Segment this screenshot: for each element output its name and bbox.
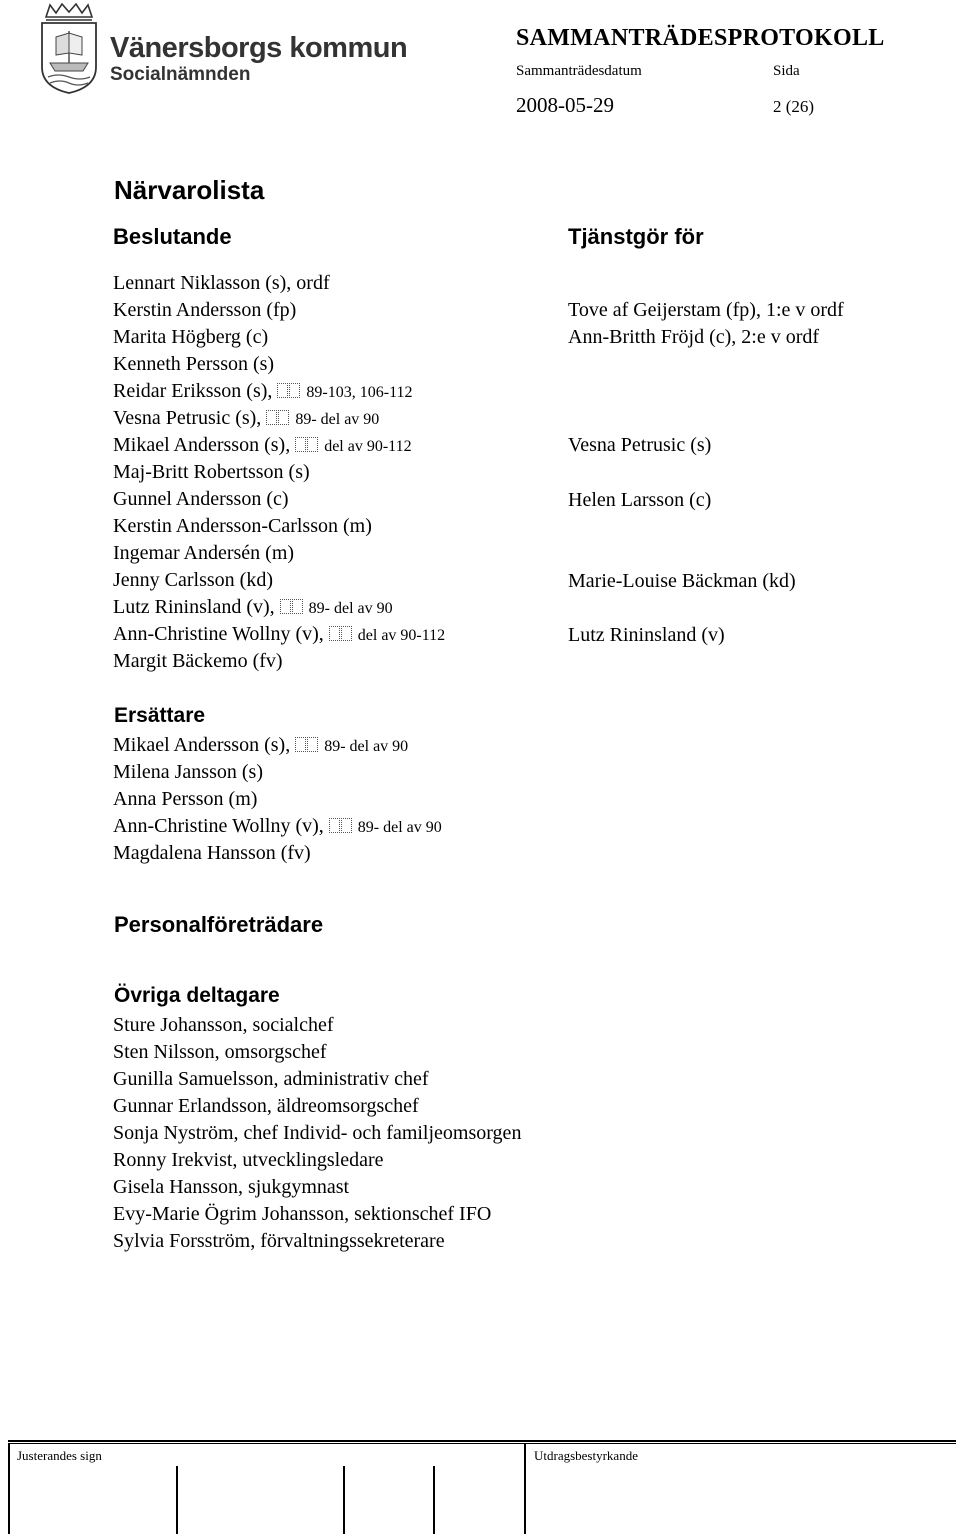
placeholder-glyph-icon [329,623,353,645]
member-row [113,648,553,675]
member-note: 89- del av 90 [295,411,380,428]
page-label: Sida [773,63,800,79]
participant-row [113,1093,713,1120]
participant-row [113,1147,713,1174]
member-note: 89- del av 90 [357,819,442,836]
sign-divider [176,1466,178,1534]
member-name: Marita Högberg (c) [113,326,269,348]
member-name: Milena Jansson (s) [113,761,263,783]
member-row [113,621,553,648]
member-name: Gunilla Samuelsson, administrativ chef [113,1068,429,1090]
participant-row [113,1201,713,1228]
ovriga-list [113,1012,713,1255]
member-name: Lennart Niklasson (s), ordf [113,272,330,294]
member-row [113,351,553,378]
logo-crest [38,3,100,95]
member-name: Kerstin Andersson-Carlsson (m) [113,515,372,537]
placeholder-glyph-icon [295,434,319,456]
footer-rule-thin [8,1443,956,1444]
placeholder-glyph-icon [295,734,319,756]
member-name: Magdalena Hansson (fv) [113,842,311,864]
tjanstgor-entry: Lutz Rininsland (v) [568,624,725,646]
member-row [113,840,553,867]
member-name: Gisela Hansson, sjukgymnast [113,1176,350,1198]
participant-row [113,1039,713,1066]
utdragsbestyrkande-label: Utdragsbestyrkande [534,1448,638,1463]
page-number: 2 (26) [773,97,815,116]
footer-divider-mid [524,1443,526,1534]
participant-row [113,1120,713,1147]
protocol-title: SAMMANTRÄDESPROTOKOLL [516,25,885,51]
participant-row [113,1174,713,1201]
sign-divider [433,1466,435,1534]
member-row [113,270,553,297]
member-note: del av 90-112 [357,627,446,644]
participant-row [113,1066,713,1093]
meeting-date: 2008-05-29 [516,93,614,117]
member-row [113,786,553,813]
member-name: Kenneth Persson (s) [113,353,275,375]
page-title: Närvarolista [114,175,265,205]
member-row [113,567,553,594]
participant-row [113,1228,713,1255]
member-name: Jenny Carlsson (kd) [113,569,273,591]
member-row [113,732,553,759]
ersattare-heading: Ersättare [114,704,206,727]
justerandes-sign-label: Justerandes sign [17,1448,102,1463]
tjanstgor-heading: Tjänstgör för [568,224,704,249]
signature-box[interactable] [10,1466,524,1534]
member-row [113,297,553,324]
member-row [113,324,553,351]
member-name: Ann-Christine Wollny (v), [113,815,324,837]
sign-divider [343,1466,345,1534]
ovriga-heading: Övriga deltagare [114,984,280,1007]
member-note: 89- del av 90 [324,738,409,755]
member-row [113,405,553,432]
member-row [113,813,553,840]
member-name: Margit Bäckemo (fv) [113,650,283,672]
member-name: Evy-Marie Ögrim Johansson, sektionschef IFO [113,1203,492,1225]
personal-heading: Personalföreträdare [114,912,324,937]
footer-rule [8,1440,956,1442]
tjanstgor-entry: Helen Larsson (c) [568,489,712,511]
member-row [113,594,553,621]
tjanstgor-entry: Vesna Petrusic (s) [568,434,712,456]
member-note: 89- del av 90 [308,600,393,617]
member-name: Anna Persson (m) [113,788,258,810]
member-name: Mikael Andersson (s), [113,434,291,456]
member-name: Maj-Britt Robertsson (s) [113,461,310,483]
member-note: del av 90-112 [324,438,412,455]
beslutande-list [113,270,553,675]
member-name: Ann-Christine Wollny (v), [113,623,324,645]
tjanstgor-entry: Marie-Louise Bäckman (kd) [568,570,796,592]
placeholder-glyph-icon [280,596,304,618]
member-name: Ingemar Andersén (m) [113,542,295,564]
member-name: Sylvia Forsström, förvaltningssekreterare [113,1230,445,1252]
member-name: Ronny Irekvist, utvecklingsledare [113,1149,384,1171]
participant-row [113,1012,713,1039]
member-row [113,540,553,567]
member-name: Sten Nilsson, omsorgschef [113,1041,327,1063]
date-label: Sammanträdesdatum [516,63,642,79]
member-name: Mikael Andersson (s), [113,734,291,756]
member-name: Gunnel Andersson (c) [113,488,289,510]
member-name: Sture Johansson, socialchef [113,1014,334,1036]
member-row [113,513,553,540]
member-name: Reidar Eriksson (s), [113,380,273,402]
org-name: Vänersborgs kommun [110,32,408,64]
member-row [113,486,553,513]
dept-name: Socialnämnden [110,64,251,85]
placeholder-glyph-icon [329,815,353,837]
member-row [113,759,553,786]
member-row [113,459,553,486]
member-row [113,378,553,405]
beslutande-heading: Beslutande [113,224,232,249]
tjanstgor-entry: Ann-Britth Fröjd (c), 2:e v ordf [568,326,820,348]
member-name: Vesna Petrusic (s), [113,407,262,429]
member-name: Kerstin Andersson (fp) [113,299,297,321]
member-row [113,432,553,459]
member-name: Sonja Nyström, chef Individ- och familjeomsorgen [113,1122,522,1144]
ersattare-list [113,732,553,867]
tjanstgor-entry: Tove af Geijerstam (fp), 1:e v ordf [568,299,844,321]
placeholder-glyph-icon [277,380,301,402]
member-name: Gunnar Erlandsson, äldreomsorgschef [113,1095,419,1117]
member-name: Lutz Rininsland (v), [113,596,275,618]
member-note: 89-103, 106-112 [306,384,413,401]
placeholder-glyph-icon [266,407,290,429]
